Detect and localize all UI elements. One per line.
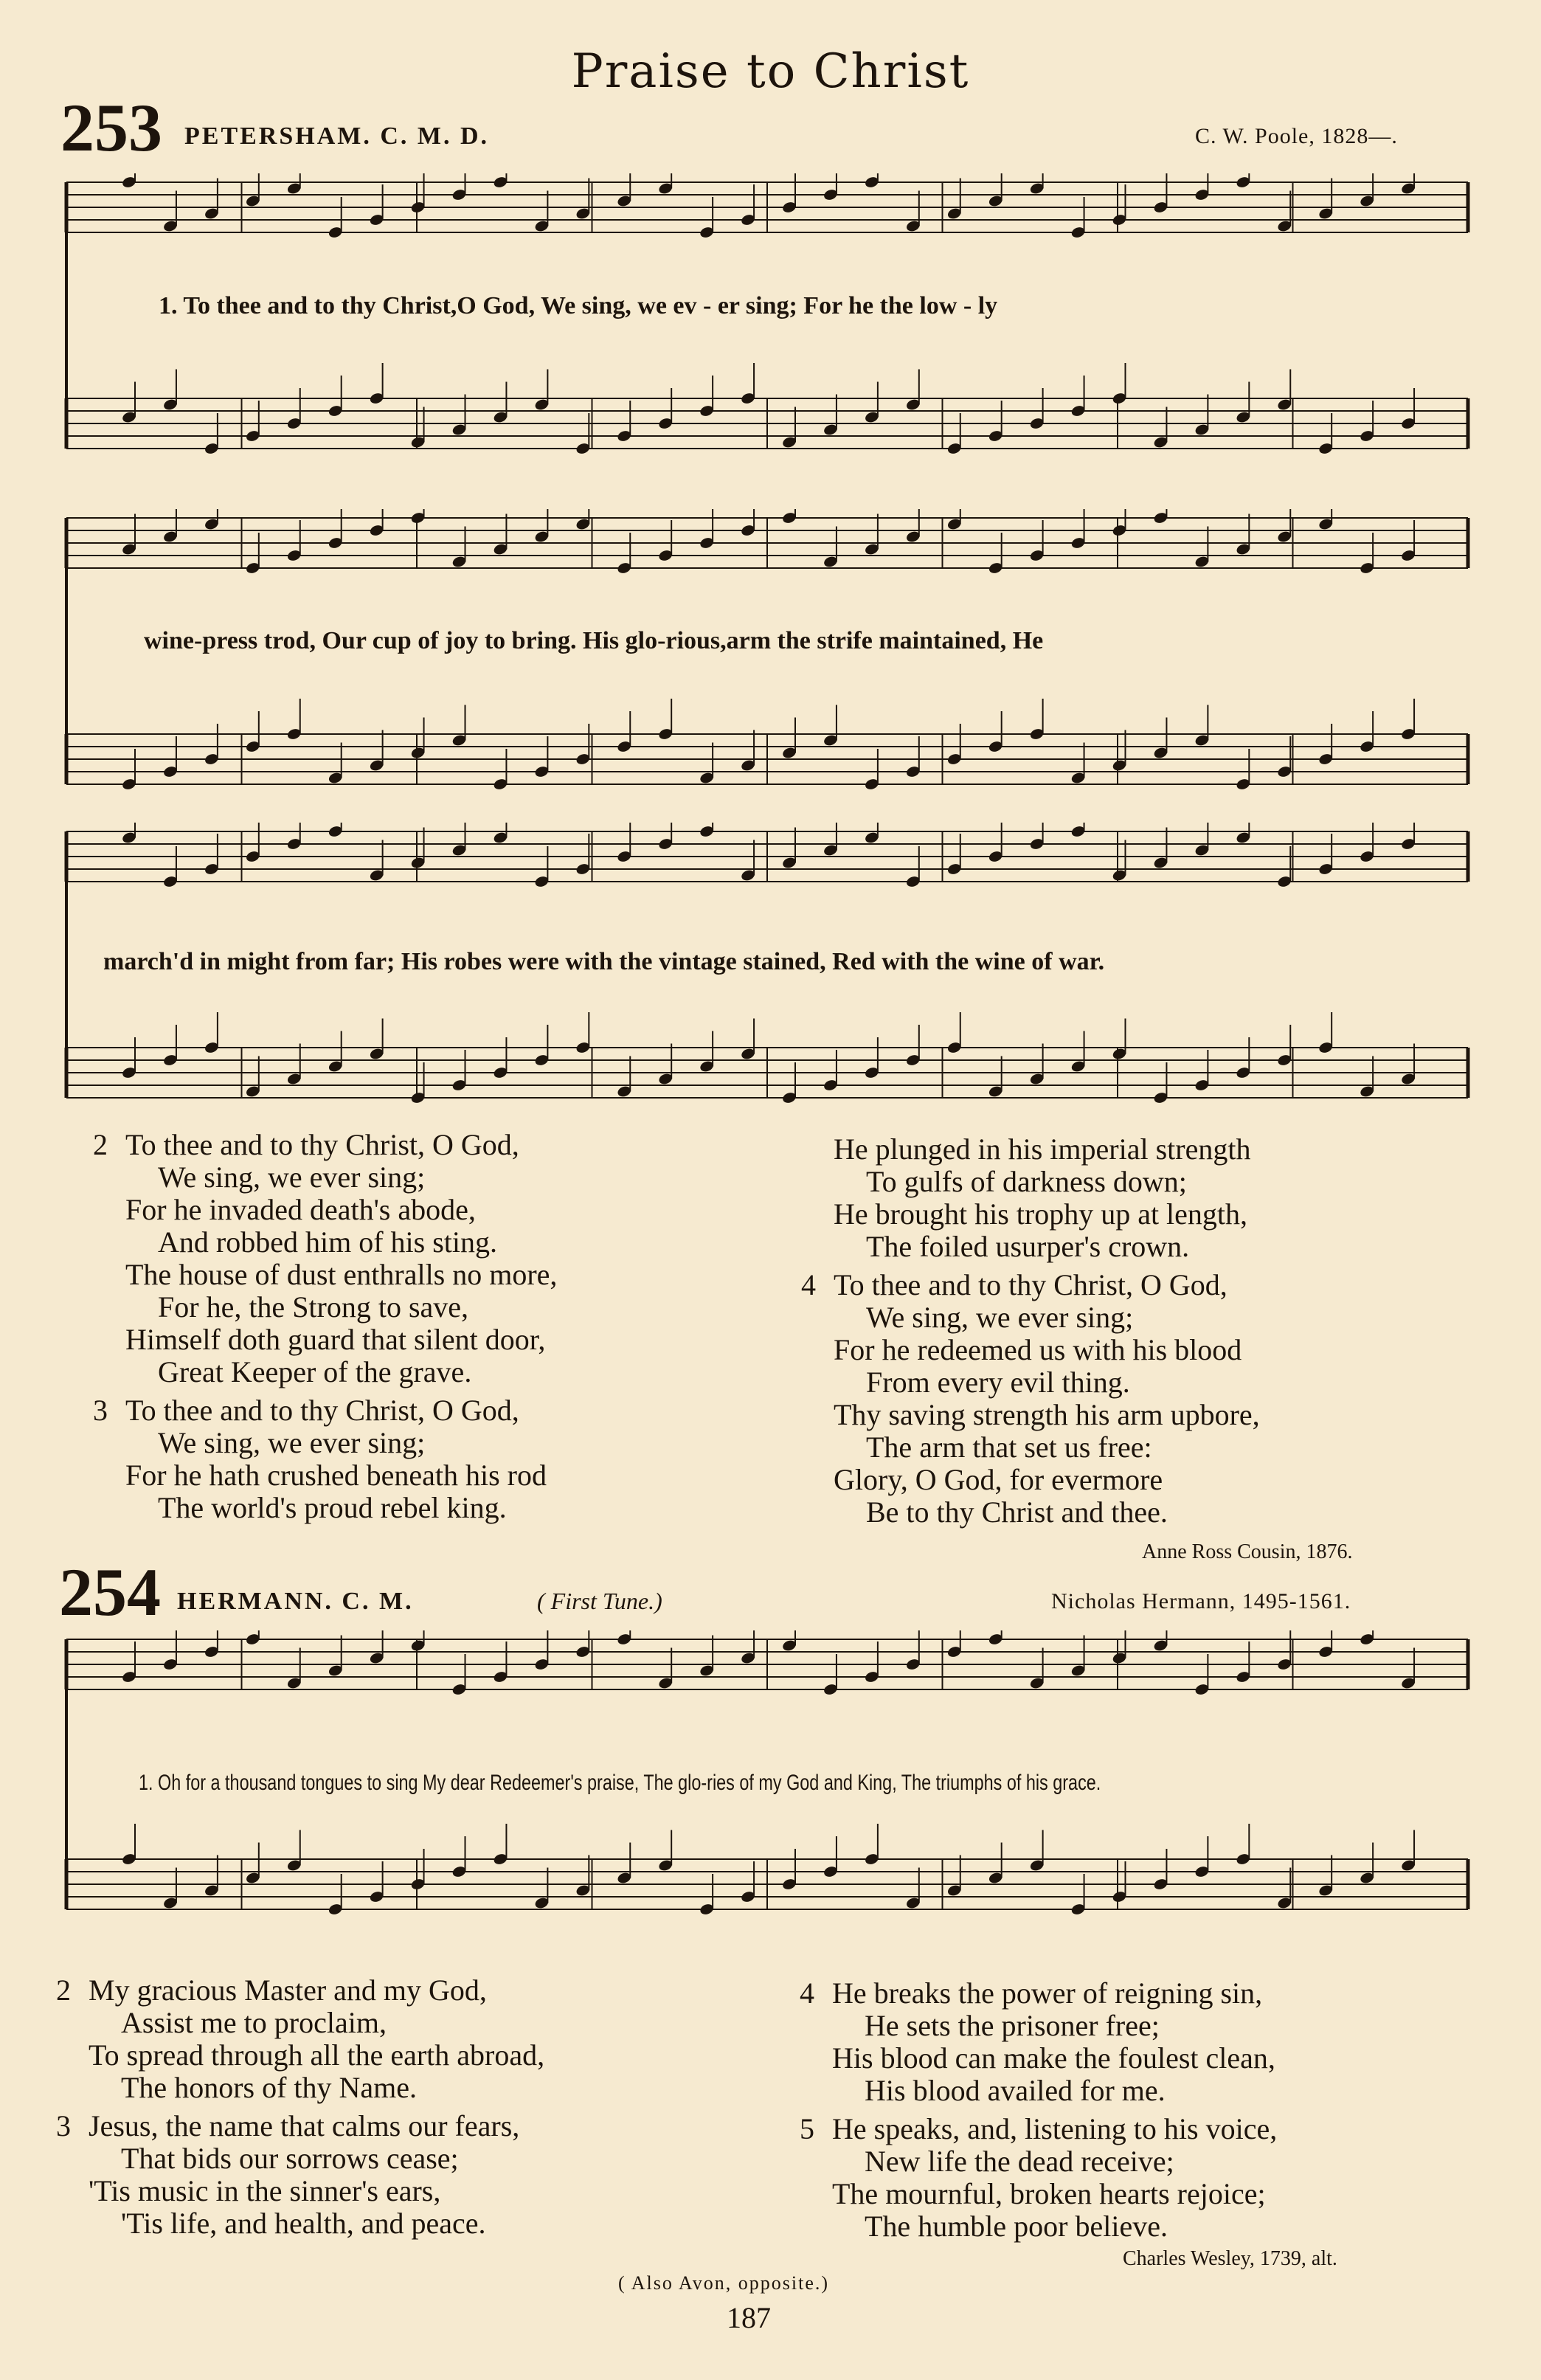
composer-credit: C. W. Poole, 1828—. <box>1195 124 1398 148</box>
verse-line: New life the dead receive; <box>865 2145 1174 2178</box>
verse-number: 5 <box>800 2112 814 2145</box>
verse-line: The mournful, broken hearts rejoice; <box>832 2177 1266 2210</box>
verse-number: 3 <box>93 1394 108 1427</box>
verse-line: Great Keeper of the grave. <box>158 1355 472 1388</box>
verse-line: We sing, we ever sing; <box>866 1301 1134 1334</box>
lyric-line: 1. Oh for a thousand tongues to sing My dear Redeemer's praise, The glo-ries of my God and King, The triumphs of his grace. <box>139 1771 1101 1795</box>
author-credit: Charles Wesley, 1739, alt. <box>1123 2247 1337 2270</box>
verse-line: Himself doth guard that silent door, <box>125 1323 546 1356</box>
verse-line: He speaks, and, listening to his voice, <box>832 2112 1278 2145</box>
verse-line: For he redeemed us with his blood <box>834 1333 1242 1366</box>
verse-number: 3 <box>56 2109 71 2142</box>
verse-line: The humble poor believe. <box>865 2210 1168 2243</box>
page-number: 187 <box>727 2301 771 2334</box>
verse-number: 2 <box>93 1128 108 1161</box>
verse-line: His blood can make the foulest clean, <box>832 2041 1275 2075</box>
author-credit: Anne Ross Cousin, 1876. <box>1142 1540 1353 1563</box>
verse-line: And robbed him of his sting. <box>158 1225 497 1259</box>
page-title: Praise to Christ <box>571 44 970 99</box>
verses-left-253 <box>93 1128 558 1524</box>
composer-credit: Nicholas Hermann, 1495-1561. <box>1051 1589 1351 1613</box>
verse-line: For he invaded death's abode, <box>125 1193 476 1226</box>
hymn-number: 254 <box>59 1554 161 1630</box>
lyric-line: 1. To thee and to thy Christ,O God, We sing, we ev - er sing; For he the low - ly <box>159 292 998 319</box>
verse-line: That bids our sorrows cease; <box>121 2142 459 2175</box>
verse-line: To gulfs of darkness down; <box>866 1165 1187 1198</box>
verse-line: For he hath crushed beneath his rod <box>125 1459 547 1492</box>
verses-right-253 <box>801 1132 1260 1529</box>
verse-line: The foiled usurper's crown. <box>866 1230 1190 1263</box>
verse-line: We sing, we ever sing; <box>158 1160 426 1194</box>
lyric-line: march'd in might from far; His robes were with the vintage stained, Red with the wine of war. <box>103 948 1105 975</box>
verse-line: We sing, we ever sing; <box>158 1426 426 1459</box>
verse-line: From every evil thing. <box>866 1366 1130 1399</box>
verse-line: The arm that set us free: <box>866 1431 1152 1464</box>
verse-line: He brought his trophy up at length, <box>834 1197 1248 1231</box>
tune-note: ( First Tune.) <box>537 1588 662 1614</box>
verse-line: The honors of thy Name. <box>121 2071 418 2104</box>
verse-line: 'Tis life, and health, and peace. <box>121 2207 486 2240</box>
verse-line: 'Tis music in the sinner's ears, <box>89 2174 441 2207</box>
tune-name: HERMANN. C. M. <box>177 1588 414 1615</box>
verse-number: 4 <box>801 1268 816 1301</box>
lyric-line: wine-press trod, Our cup of joy to bring. His glo-rious,arm the strife maintained, He <box>144 627 1044 654</box>
verse-line: His blood availed for me. <box>865 2074 1166 2107</box>
verse-line: Be to thy Christ and thee. <box>866 1495 1168 1529</box>
verse-line: My gracious Master and my God, <box>89 1973 487 2007</box>
verse-line: Jesus, the name that calms our fears, <box>89 2109 520 2142</box>
footnote: ( Also Avon, opposite.) <box>618 2272 830 2294</box>
hymn-number: 253 <box>60 90 162 165</box>
verse-line: To thee and to thy Christ, O God, <box>834 1268 1227 1301</box>
verse-line: He plunged in his imperial strength <box>834 1132 1251 1166</box>
verse-line: Thy saving strength his arm upbore, <box>834 1398 1260 1431</box>
verse-line: To thee and to thy Christ, O God, <box>125 1394 519 1427</box>
verses-right-254 <box>800 1976 1278 2243</box>
tune-name: PETERSHAM. C. M. D. <box>184 122 490 150</box>
verse-number: 2 <box>56 1973 71 2007</box>
verse-line: He breaks the power of reigning sin, <box>832 1976 1263 2010</box>
verses-left-254 <box>56 1973 545 2240</box>
verse-line: For he, the Strong to save, <box>158 1290 469 1324</box>
verse-number: 4 <box>800 1976 814 2010</box>
verse-line: To spread through all the earth abroad, <box>89 2038 545 2072</box>
verse-line: Glory, O God, for evermore <box>834 1463 1163 1496</box>
verse-line: Assist me to proclaim, <box>121 2006 387 2039</box>
verse-line: To thee and to thy Christ, O God, <box>125 1128 519 1161</box>
verse-line: The house of dust enthralls no more, <box>125 1258 558 1291</box>
verse-line: The world's proud rebel king. <box>158 1491 507 1524</box>
verse-line: He sets the prisoner free; <box>865 2009 1160 2042</box>
